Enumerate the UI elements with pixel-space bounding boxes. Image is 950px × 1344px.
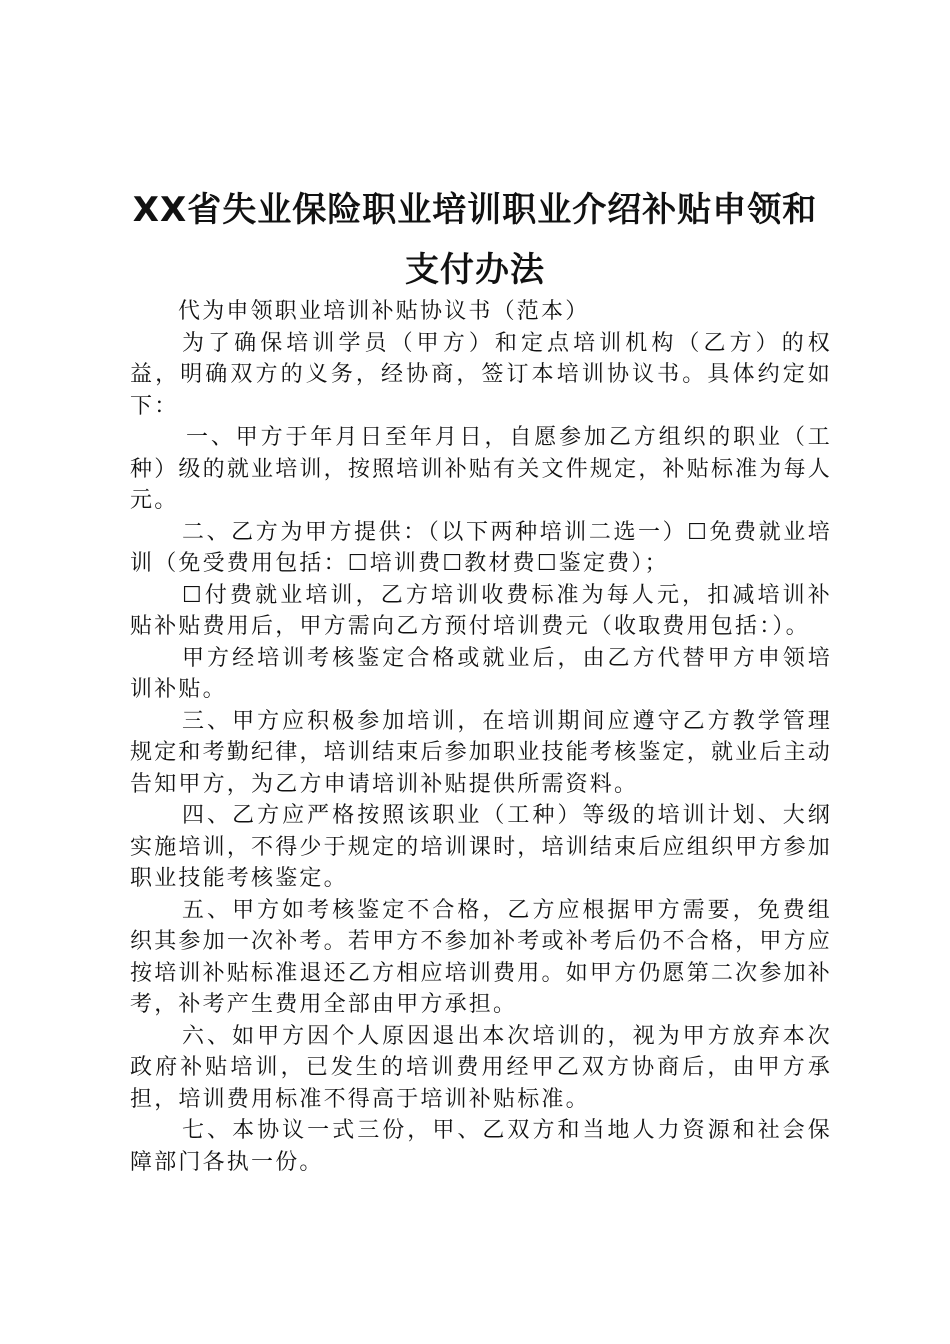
document-body (130, 296, 832, 1178)
clause-4: 四、乙方应严格按照该职业（工种）等级的培训计划、大纲实施培训，不得少于规定的培训课时，培训结束后应组织甲方参加职业技能考核鉴定。 (130, 803, 832, 891)
document-title-line-2: 支付办法 (405, 250, 545, 290)
clause-2-subsidy-note: 甲方经培训考核鉴定合格或就业后，由乙方代替甲方申领培训补贴。 (130, 645, 832, 702)
clause-1: 一、甲方于年月日至年月日，自愿参加乙方组织的职业（工种）级的就业培训，按照培训补贴有关文件规定，补贴标准为每人元。 (130, 425, 832, 513)
clause-5: 五、甲方如考核鉴定不合格，乙方应根据甲方需要，免费组织其参加一次补考。若甲方不参加补考或补考后仍不合格，甲方应按培训补贴标准退还乙方相应培训费用。如甲方仍愿第二次参加补考，补考产生费用全部由甲方承担。 (130, 897, 832, 1017)
agreement-subtitle: 代为申领职业培训补贴协议书（范本） (178, 299, 590, 324)
clause-6: 六、如甲方因个人原因退出本次培训的，视为甲方放弃本次政府补贴培训，已发生的培训费用经甲乙双方协商后，由甲方承担，培训费用标准不得高于培训补贴标准。 (130, 1023, 832, 1112)
document-title-line-1: XX省失业保险职业培训职业介绍补贴申领和 (132, 190, 818, 230)
clause-3: 三、甲方应积极参加培训，在培训期间应遵守乙方教学管理规定和考勤纪律，培训结束后参加职业技能考核鉴定，就业后主动告知甲方，为乙方申请培训补贴提供所需资料。 (130, 708, 832, 797)
clause-2: 二、乙方为甲方提供：（以下两种培训二选一）☐免费就业培训（免受费用包括：☐培训费☐教材费☐鉴定费）； (130, 519, 832, 576)
clause-2-paid-option: ☐付费就业培训，乙方培训收费标准为每人元，扣减培训补贴补贴费用后，甲方需向乙方预付培训费元（收取费用包括：）。 (130, 582, 832, 639)
intro-paragraph: 为了确保培训学员（甲方）和定点培训机构（乙方）的权益，明确双方的义务，经协商，签订本培训协议书。具体约定如下： (130, 330, 832, 419)
clause-7: 七、本协议一式三份，甲、乙双方和当地人力资源和社会保障部门各执一份。 (130, 1118, 832, 1175)
